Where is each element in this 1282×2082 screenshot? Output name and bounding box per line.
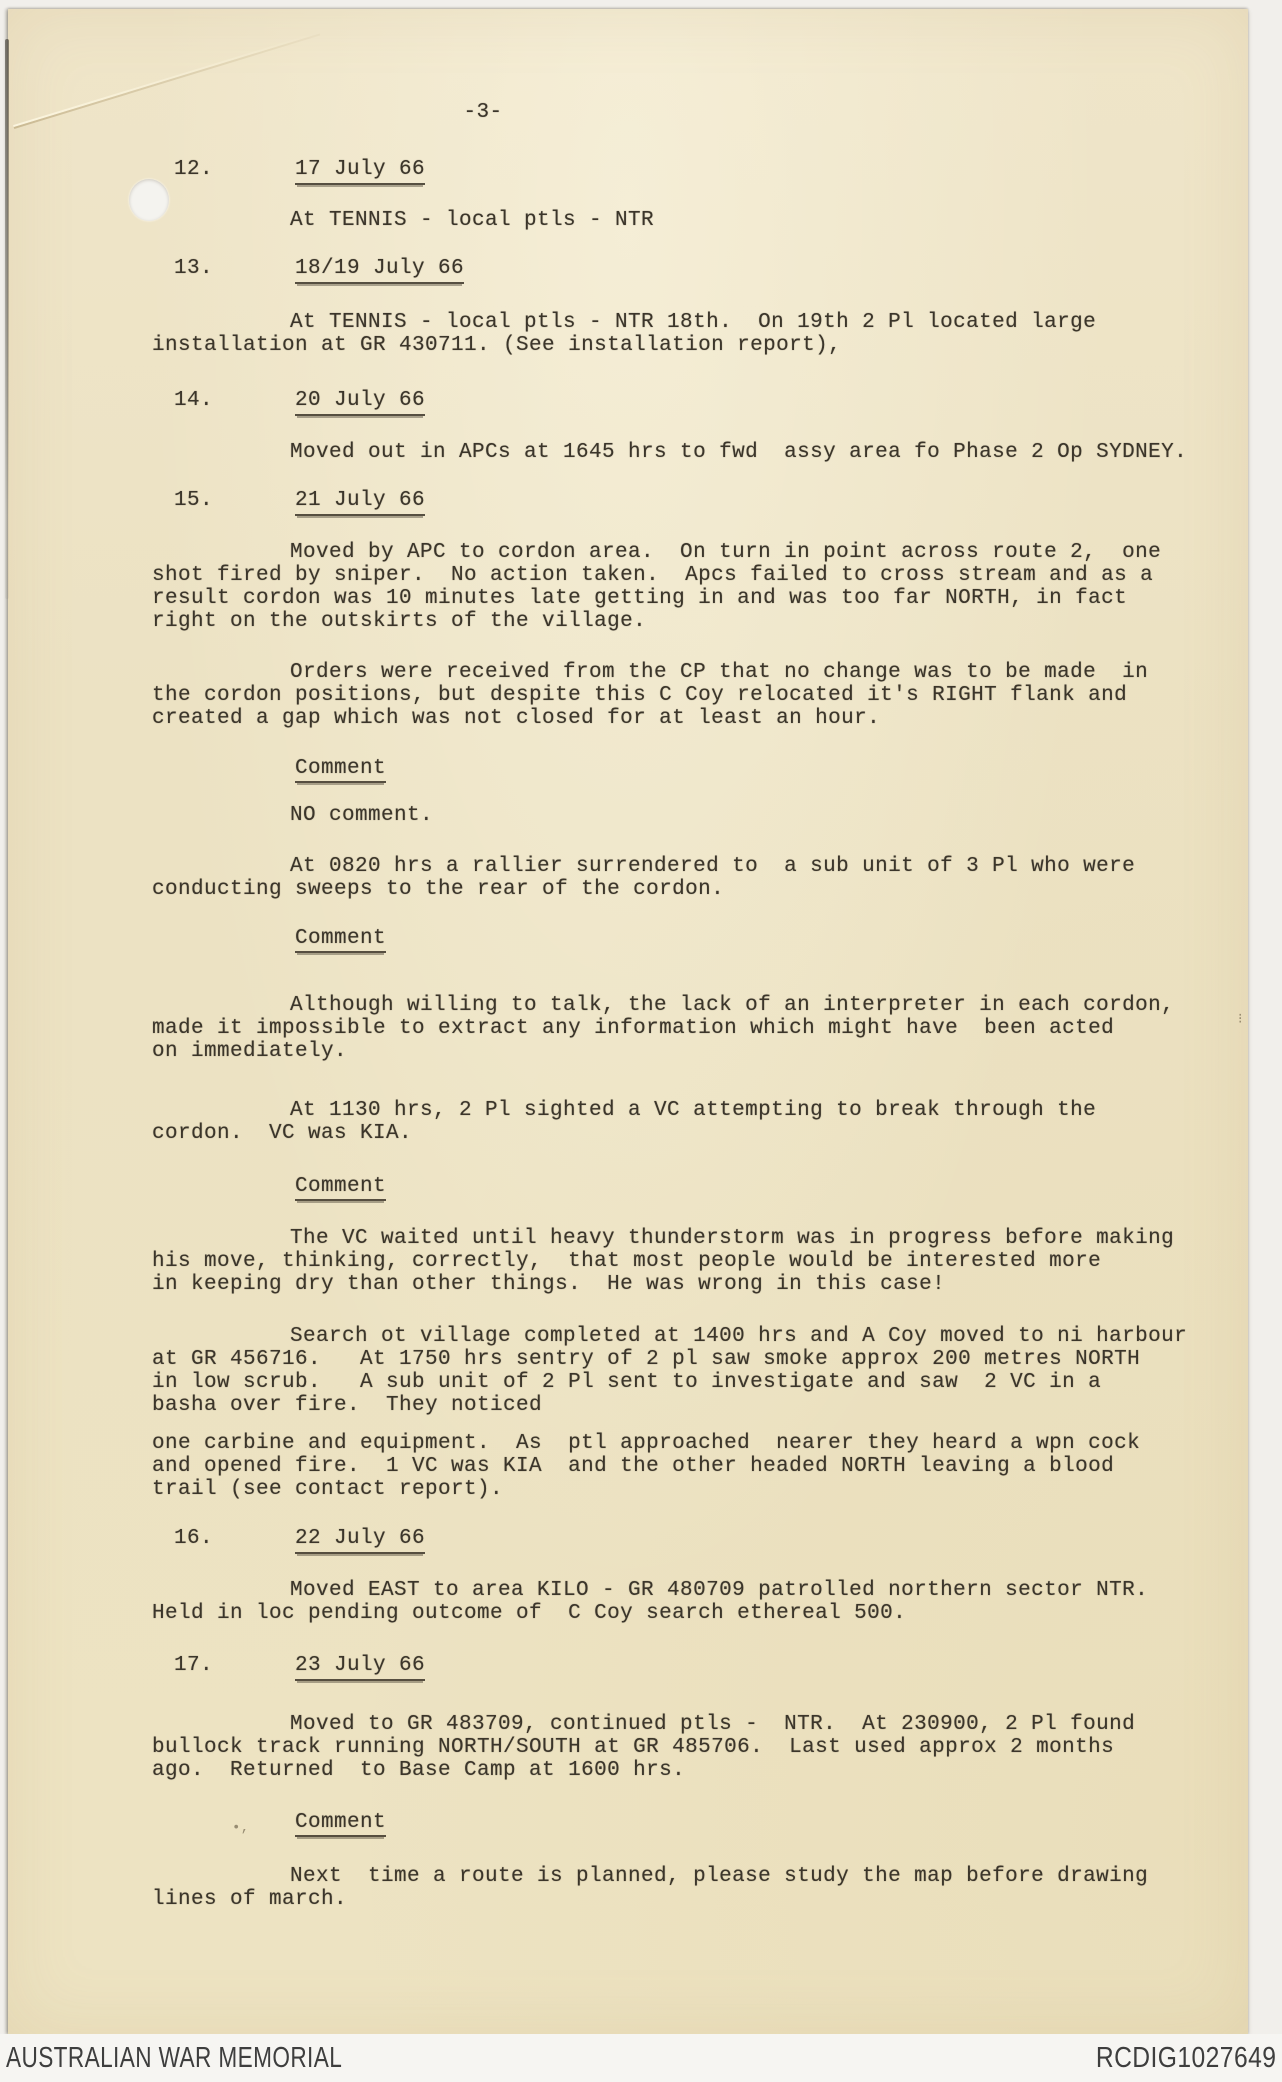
paragraph: [152, 1227, 1212, 1296]
document-line: shot fired by sniper. No action taken. Apcs failed to cross stream and as a: [152, 564, 1154, 587]
entry-number: 15.: [174, 489, 214, 512]
document-line: basha over fire. They noticed: [152, 1394, 543, 1417]
comment-label: Comment: [295, 1175, 386, 1201]
entry-number: 13.: [174, 257, 214, 280]
archive-name: AUSTRALIAN WAR MEMORIAL: [6, 2042, 343, 2074]
document-line: ago. Returned to Base Camp at 1600 hrs.: [152, 1759, 686, 1782]
paragraph: [152, 661, 1212, 730]
entry-14-heading: [152, 389, 1212, 415]
paragraph: [152, 855, 1212, 901]
document-line: At 1130 hrs, 2 Pl sighted a VC attempting to break through the: [290, 1099, 1097, 1122]
document-line: result cordon was 10 minutes late getting in and was too far NORTH, in fact: [152, 587, 1128, 610]
document-line: At TENNIS - local ptls - NTR: [290, 209, 655, 232]
page-number-text: -3-: [463, 101, 503, 124]
document-line: Moved out in APCs at 1645 hrs to fwd assy area fo Phase 2 Op SYDNEY.: [290, 441, 1188, 464]
document-line: Held in loc pending outcome of C Coy search ethereal 500.: [152, 1602, 907, 1625]
typewritten-content: [152, 9, 1243, 2034]
entry-number: 16.: [174, 1527, 214, 1550]
entry-date: 18/19 July 66: [295, 257, 464, 284]
document-line: Next time a route is planned, please study the map before drawing: [290, 1865, 1149, 1888]
document-line: The VC waited until heavy thunderstorm was in progress before making: [290, 1227, 1175, 1250]
paragraph: [152, 1325, 1212, 1501]
document-line: At TENNIS - local ptls - NTR 18th. On 19th 2 Pl located large: [290, 311, 1097, 334]
document-line: conducting sweeps to the rear of the cordon.: [152, 878, 725, 901]
entry-13-heading: [152, 257, 1212, 283]
paragraph: [152, 441, 1212, 464]
entry-17-heading: [152, 1654, 1212, 1680]
document-line: one carbine and equipment. As ptl approached nearer they heard a wpn cock: [152, 1432, 1141, 1455]
document-line: and opened fire. 1 VC was KIA and the other headed NORTH leaving a blood: [152, 1455, 1115, 1478]
paragraph: [152, 994, 1212, 1063]
document-line: trail (see contact report).: [152, 1478, 504, 1501]
document-line: Moved by APC to cordon area. On turn in point across route 2, one: [290, 541, 1162, 564]
document-line: created a gap which was not closed for at least an hour.: [152, 707, 881, 730]
paragraph: [152, 311, 1212, 357]
document-line: in keeping dry than other things. He was wrong in this case!: [152, 1273, 946, 1296]
document-line: Moved EAST to area KILO - GR 480709 patrolled northern sector NTR.: [290, 1579, 1149, 1602]
document-line: his move, thinking, correctly, that most people would be interested more: [152, 1250, 1102, 1273]
document-line: at GR 456716. At 1750 hrs sentry of 2 pl saw smoke approx 200 metres NORTH: [152, 1348, 1141, 1371]
comment-label: Comment: [295, 757, 386, 783]
paragraph: [152, 1579, 1212, 1625]
scanned-document-page: [8, 9, 1248, 2034]
document-line: in low scrub. A sub unit of 2 Pl sent to investigate and saw 2 VC in a: [152, 1371, 1102, 1394]
comment-label: Comment: [295, 927, 386, 953]
document-line: on immediately.: [152, 1040, 348, 1063]
entry-number: 17.: [174, 1654, 214, 1677]
document-line: At 0820 hrs a rallier surrendered to a sub unit of 3 Pl who were: [290, 855, 1136, 878]
entry-date: 20 July 66: [295, 389, 425, 416]
entry-date: 22 July 66: [295, 1527, 425, 1554]
archive-footer-band: [0, 2034, 1282, 2082]
document-line: Search ot village completed at 1400 hrs and A Coy moved to ni harbour: [290, 1325, 1188, 1348]
entry-number: 12.: [174, 158, 214, 181]
document-line: Orders were received from the CP that no change was to be made in: [290, 661, 1149, 684]
paragraph: [152, 541, 1212, 633]
document-line: cordon. VC was KIA.: [152, 1122, 413, 1145]
entry-date: 17 July 66: [295, 158, 425, 185]
document-line: right on the outskirts of the village.: [152, 610, 647, 633]
paragraph: [152, 1099, 1212, 1145]
entry-12-heading: [152, 158, 1212, 184]
document-line: NO comment.: [290, 804, 434, 827]
paragraph: [152, 804, 1212, 827]
archive-reference-id: RCDIG1027649: [1095, 2042, 1276, 2074]
document-line: installation at GR 430711. (See installation report),: [152, 334, 842, 357]
document-line: Although willing to talk, the lack of an interpreter in each cordon,: [290, 994, 1175, 1017]
ink-smudge: •,: [232, 1820, 250, 1836]
entry-date: 23 July 66: [295, 1654, 425, 1681]
document-line: Moved to GR 483709, continued ptls - NTR. At 230900, 2 Pl found: [290, 1713, 1136, 1736]
ink-smudge: ⁝: [1238, 1012, 1243, 1028]
paragraph: [152, 1713, 1212, 1782]
document-line: bullock track running NORTH/SOUTH at GR 485706. Last used approx 2 months: [152, 1736, 1115, 1759]
document-line: made it impossible to extract any information which might have been acted: [152, 1017, 1115, 1040]
page-number: [438, 101, 528, 124]
document-line: lines of march.: [152, 1888, 348, 1911]
entry-15-heading: [152, 489, 1212, 515]
entry-number: 14.: [174, 389, 214, 412]
comment-label: Comment: [295, 1811, 386, 1837]
paragraph: [152, 209, 1212, 232]
document-line: the cordon positions, but despite this C Coy relocated it's RIGHT flank and: [152, 684, 1128, 707]
entry-date: 21 July 66: [295, 489, 425, 516]
paragraph: [152, 1865, 1212, 1911]
entry-16-heading: [152, 1527, 1212, 1553]
